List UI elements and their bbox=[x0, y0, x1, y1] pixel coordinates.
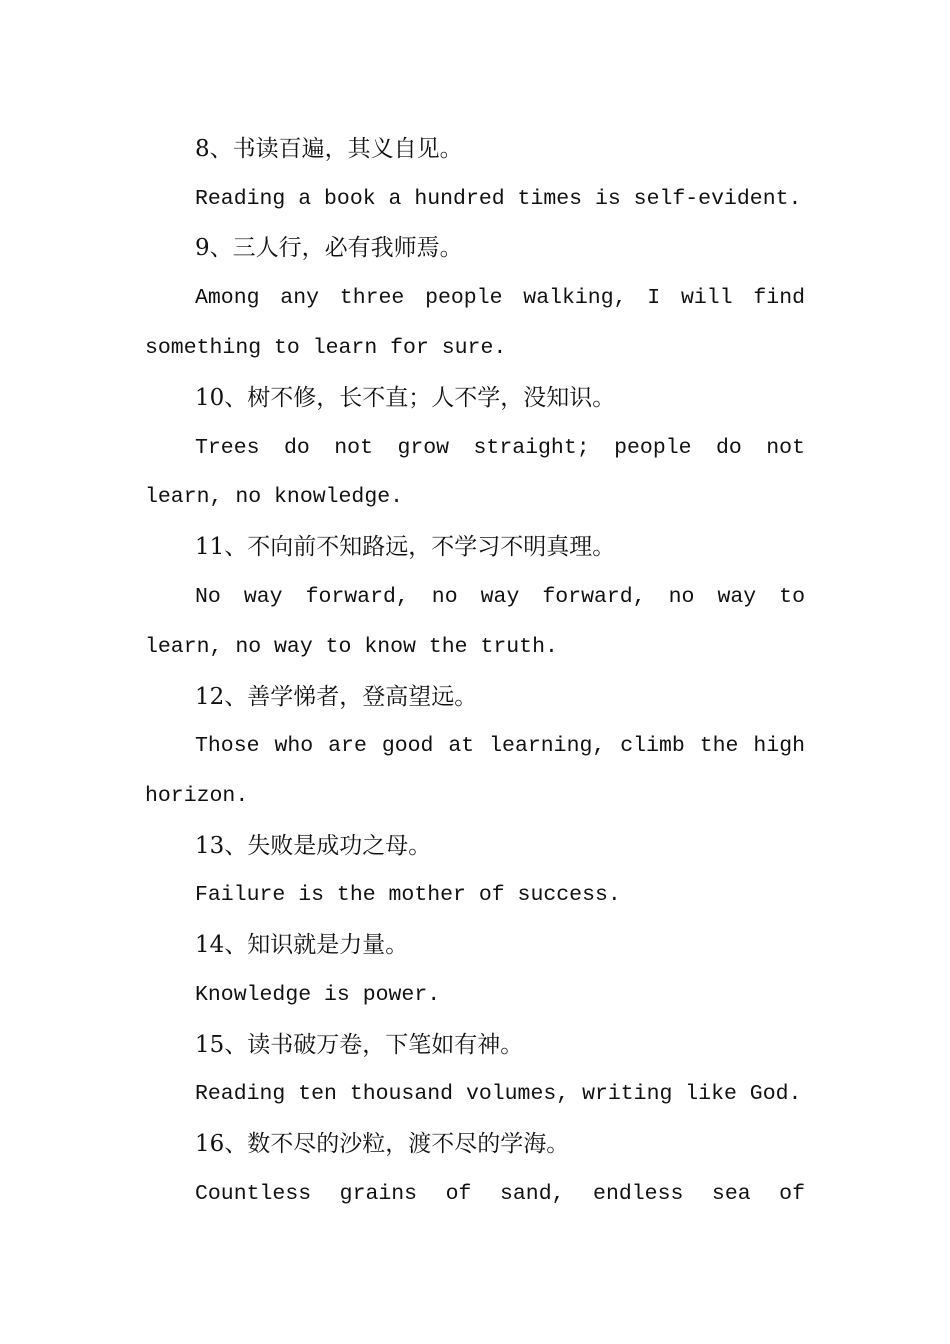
proverb-9-number: 9、 bbox=[195, 235, 233, 261]
proverb-11-english-line-1: No way forward, no way forward, no way to bbox=[195, 585, 805, 609]
proverb-14-english: Knowledge is power. bbox=[195, 983, 441, 1007]
proverb-12-text: 善学悌者，登高望远。 bbox=[247, 684, 478, 710]
proverb-14-number: 14、 bbox=[195, 932, 248, 958]
proverb-8-number: 8、 bbox=[195, 136, 233, 162]
proverb-13-number: 13、 bbox=[195, 833, 248, 859]
proverb-15-number: 15、 bbox=[195, 1032, 248, 1058]
proverb-14-text: 知识就是力量。 bbox=[247, 932, 409, 958]
proverb-10-text: 树不修，长不直；人不学，没知识。 bbox=[247, 385, 616, 411]
proverb-14-chinese bbox=[195, 934, 408, 957]
proverb-12-english-line-1: Those who are good at learning, climb the high bbox=[195, 734, 805, 758]
proverb-16-chinese bbox=[195, 1133, 569, 1156]
proverb-9-english-line-2: something to learn for sure. bbox=[145, 336, 507, 360]
proverb-10-english-line-1: Trees do not grow straight; people do not bbox=[195, 436, 805, 460]
proverb-8-english: Reading a book a hundred times is self-evident. bbox=[195, 187, 802, 211]
proverb-10-chinese bbox=[195, 387, 615, 410]
proverb-12-number: 12、 bbox=[195, 684, 248, 710]
proverb-15-chinese bbox=[195, 1034, 523, 1057]
proverb-12-chinese bbox=[195, 686, 477, 709]
proverb-10-english-line-2: learn, no knowledge. bbox=[145, 485, 404, 509]
proverb-8-text: 书读百遍，其义自见。 bbox=[232, 136, 463, 162]
proverb-16-number: 16、 bbox=[195, 1131, 248, 1157]
proverb-12-english-line-2: horizon. bbox=[145, 784, 249, 808]
proverb-16-english-line-1: Countless grains of sand, endless sea of bbox=[195, 1182, 805, 1206]
proverb-9-text: 三人行，必有我师焉。 bbox=[232, 235, 463, 261]
proverb-11-chinese bbox=[195, 536, 615, 559]
proverb-8-chinese bbox=[195, 138, 463, 161]
proverb-13-english: Failure is the mother of success. bbox=[195, 883, 621, 907]
proverb-15-english: Reading ten thousand volumes, writing like God. bbox=[195, 1082, 802, 1106]
proverb-13-text: 失败是成功之母。 bbox=[247, 833, 432, 859]
proverb-9-english-line-1: Among any three people walking, I will find bbox=[195, 286, 805, 310]
proverb-11-number: 11、 bbox=[195, 534, 248, 560]
proverb-9-chinese bbox=[195, 237, 463, 260]
proverb-15-text: 读书破万卷，下笔如有神。 bbox=[247, 1032, 524, 1058]
proverb-11-english-line-2: learn, no way to know the truth. bbox=[145, 635, 558, 659]
proverb-11-text: 不向前不知路远，不学习不明真理。 bbox=[247, 534, 616, 560]
proverb-10-number: 10、 bbox=[195, 385, 248, 411]
proverb-13-chinese bbox=[195, 835, 431, 858]
proverb-16-text: 数不尽的沙粒，渡不尽的学海。 bbox=[247, 1131, 570, 1157]
